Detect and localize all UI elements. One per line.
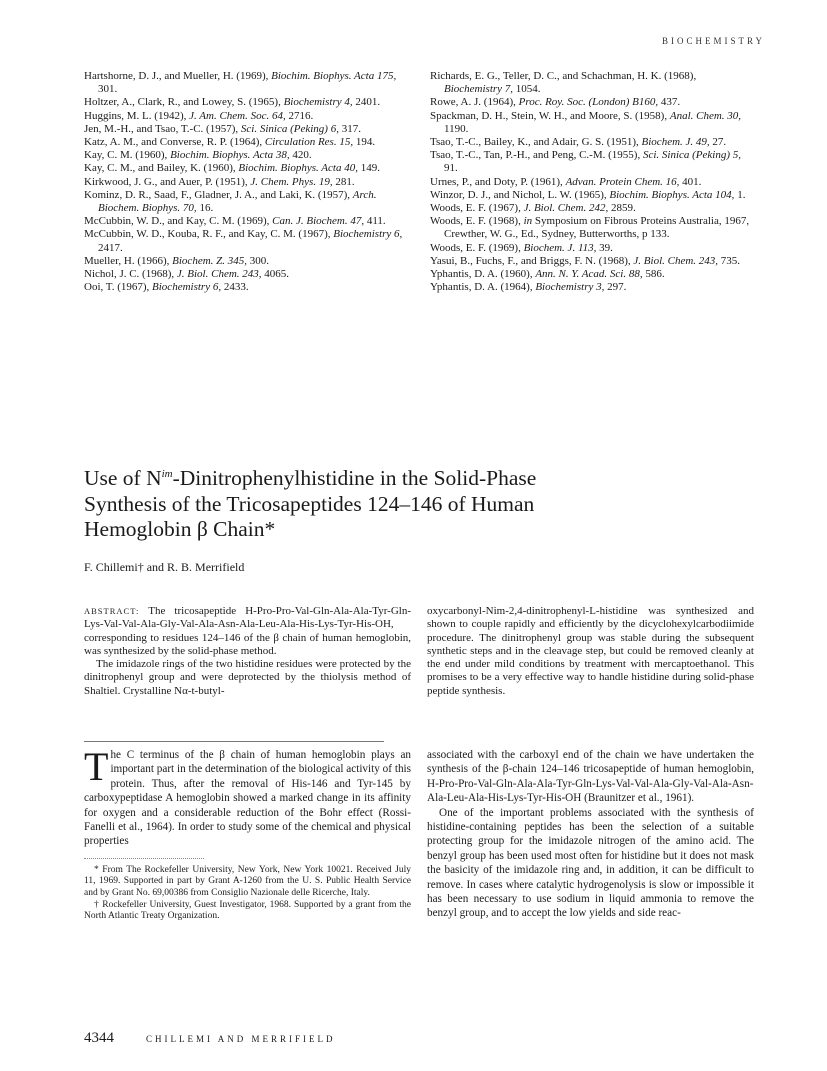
- reference-entry: Kay, C. M., and Bailey, K. (1960), Biochim. Biophys. Acta 40, 149.: [84, 162, 380, 175]
- references-left-column: [84, 70, 408, 294]
- abstract: [84, 605, 754, 698]
- reference-entry: Ooi, T. (1967), Biochemistry 6, 2433.: [84, 281, 249, 294]
- running-head: CHILLEMI AND MERRIFIELD: [146, 1034, 336, 1044]
- reference-entry: Woods, E. F. (1967), J. Biol. Chem. 242, 2859.: [430, 202, 636, 215]
- body-right-column: [427, 748, 754, 923]
- reference-entry: Hartshorne, D. J., and Mueller, H. (1969), Biochim. Biophys. Acta 175, 301.: [84, 70, 397, 96]
- reference-entry: McCubbin, W. D., Kouba, R. F., and Kay, C. M. (1967), Biochemistry 6, 2417.: [84, 228, 403, 254]
- reference-entry: Yphantis, D. A. (1960), Ann. N. Y. Acad. Sci. 88, 586.: [430, 268, 665, 281]
- abstract-right-column: [427, 605, 754, 698]
- abstract-paragraph: The imidazole rings of the two histidine residues were protected by the dinitrophenyl group and were deprotected by the thiolysis method of Shaltiel. Crystalline Nα-t-butyl-: [84, 658, 411, 697]
- drop-cap: T: [84, 744, 109, 789]
- reference-entry: McCubbin, W. D., and Kay, C. M. (1969), Can. J. Biochem. 47, 411.: [84, 215, 386, 228]
- reference-entry: Kirkwood, J. G., and Auer, P. (1951), J. Chem. Phys. 19, 281.: [84, 175, 355, 188]
- reference-entry: Kay, C. M. (1960), Biochim. Biophys. Acta 38, 420.: [84, 149, 312, 162]
- abstract-paragraph: oxycarbonyl-Nim-2,4-dinitrophenyl-L-histidine was synthesized and shown to couple rapidly and efficiently by the dicyclohexylcarbodiimide procedure. The dinitrophenyl group was stable during the subsequent synthetic steps and in the cleavage step, but could be removed cleanly at the end under mild conditions by treatment with mercaptoethanol. This promises to be a very effective way to handle histidine during solid-phase peptide synthesis.: [427, 605, 754, 697]
- reference-entry: Kominz, D. R., Saad, F., Gladner, J. A., and Laki, K. (1957), Arch. Biochem. Biophys. 70, 16.: [84, 188, 377, 215]
- body-paragraph: The C terminus of the β chain of human hemoglobin plays an important part in the determination of the biological activity of this protein. Thus, after the removal of His-146 and Tyr-145 by carboxypeptidase A hemoglobin showed a marked change in its affinity for oxygen and a considerable reduction of the Bohr effect (Rossi-Fanelli et al., 1964). In order to study some of the chemical and physical properties: [84, 744, 411, 848]
- footnote-divider: [84, 858, 204, 859]
- reference-entry: Tsao, T.-C., Bailey, K., and Adair, G. S. (1951), Biochem. J. 49, 27.: [430, 136, 727, 149]
- reference-entry: Yasui, B., Fuchs, F., and Briggs, F. N. (1968), J. Biol. Chem. 243, 735.: [430, 254, 741, 267]
- abstract-paragraph: ABSTRACT: The tricosapeptide H-Pro-Pro-Val-Gln-Ala-Ala-Tyr-Gln-Lys-Val-Val-Ala-Gly-Val-Ala-Asn-Ala-Leu-Ala-His-Lys-Tyr-His-OH, corresponding to residues 124–146 of the β chain of human hemoglobin, was synthesized by the solid-phase method.: [84, 605, 411, 657]
- footnote: † Rockefeller University, Guest Investigator, 1968. Supported by a grant from the North Atlantic Treaty Organization.: [84, 899, 411, 922]
- reference-entry: Richards, E. G., Teller, D. C., and Schachman, H. K. (1968), Biochemistry 7, 1054.: [430, 70, 697, 96]
- references-right-column: [430, 70, 754, 294]
- reference-entry: Urnes, P., and Doty, P. (1961), Advan. Protein Chem. 16, 401.: [430, 175, 702, 188]
- journal-header: BIOCHEMISTRY: [661, 36, 765, 46]
- reference-entry: Woods, E. F. (1969), Biochem. J. 113, 39.: [430, 241, 613, 254]
- section-divider: [84, 741, 384, 742]
- body-paragraph: associated with the carboxyl end of the chain we have undertaken the synthesis of the β-chain 124–146 tricosapeptide of human hemoglobin, H-Pro-Pro-Val-Gln-Ala-Ala-Tyr-Gln-Lys-Val-Val-Ala-Gly-Val-Ala-Asn-Ala-Leu-Ala-His-Lys-Tyr-His-OH (Braunitzer et al., 1961).: [427, 749, 754, 805]
- footnotes: [84, 865, 411, 923]
- reference-entry: Winzor, D. J., and Nichol, L. W. (1965), Biochim. Biophys. Acta 104, 1.: [430, 188, 746, 201]
- page-number: 4344: [84, 1030, 114, 1046]
- reference-entry: Jen, M.-H., and Tsao, T.-C. (1957), Sci. Sinica (Peking) 6, 317.: [84, 122, 361, 135]
- reference-entry: Nichol, J. C. (1968), J. Biol. Chem. 243, 4065.: [84, 268, 290, 281]
- reference-entry: Mueller, H. (1966), Biochem. Z. 345, 300.: [84, 254, 270, 267]
- footnote: * From The Rockefeller University, New York, New York 10021. Received July 11, 1969. Supported in part by Grant A-1260 from the U. S. Public Health Service and by Grant No. 69,00386 from Consiglio Nazionale delle Ricerche, Italy.: [84, 864, 411, 899]
- reference-entry: Rowe, A. J. (1964), Proc. Roy. Soc. (London) B160, 437.: [430, 96, 681, 109]
- abstract-left-column: [84, 605, 411, 698]
- article-title: Use of $N^{im}$-Dinitrophenylhistidine in the Solid-Phase Synthesis of the Tricosapeptides 124–146 of Human Hemoglobin β Chain*: [84, 466, 537, 542]
- body-left-column: [84, 744, 411, 923]
- reference-entry: Holtzer, A., Clark, R., and Lowey, S. (1965), Biochemistry 4, 2401.: [84, 96, 381, 109]
- page-footer: [84, 1030, 336, 1047]
- reference-entry: Woods, E. F. (1968), in Symposium on Fibrous Proteins Australia, 1967, Crewther, W. G., Ed., Sydney, Butterworths, p 133.: [430, 215, 750, 241]
- article-header: [84, 462, 604, 575]
- body-paragraph: One of the important problems associated with the synthesis of histidine-containing peptides has been the selection of a suitable protecting group for the imidazole nitrogen of the amino acid. The benzyl group has been used most often for histidine but it does not mask the basicity of the imidazole ring and, in addition, it can be difficult to remove. In cases where catalytic hydrogenolysis is slow or impossible it has been necessary to use sodium in liquid ammonia to remove the benzyl group, and to accept the low yields and side reac-: [427, 806, 754, 920]
- reference-entry: Katz, A. M., and Converse, R. P. (1964), Circulation Res. 15, 194.: [84, 136, 376, 149]
- reference-entry: Tsao, T.-C., Tan, P.-H., and Peng, C.-M. (1955), Sci. Sinica (Peking) 5, 91.: [430, 149, 742, 175]
- reference-entry: Huggins, M. L. (1942), J. Am. Chem. Soc. 64, 2716.: [84, 109, 314, 122]
- references-section: [84, 70, 754, 294]
- authors: F. Chillemi† and R. B. Merrifield: [84, 559, 245, 574]
- abstract-label: ABSTRACT:: [84, 606, 140, 616]
- reference-entry: Spackman, D. H., Stein, W. H., and Moore, S. (1958), Anal. Chem. 30, 1190.: [430, 109, 742, 135]
- reference-entry: Yphantis, D. A. (1964), Biochemistry 3, 297.: [430, 281, 627, 294]
- article-body: [84, 744, 754, 923]
